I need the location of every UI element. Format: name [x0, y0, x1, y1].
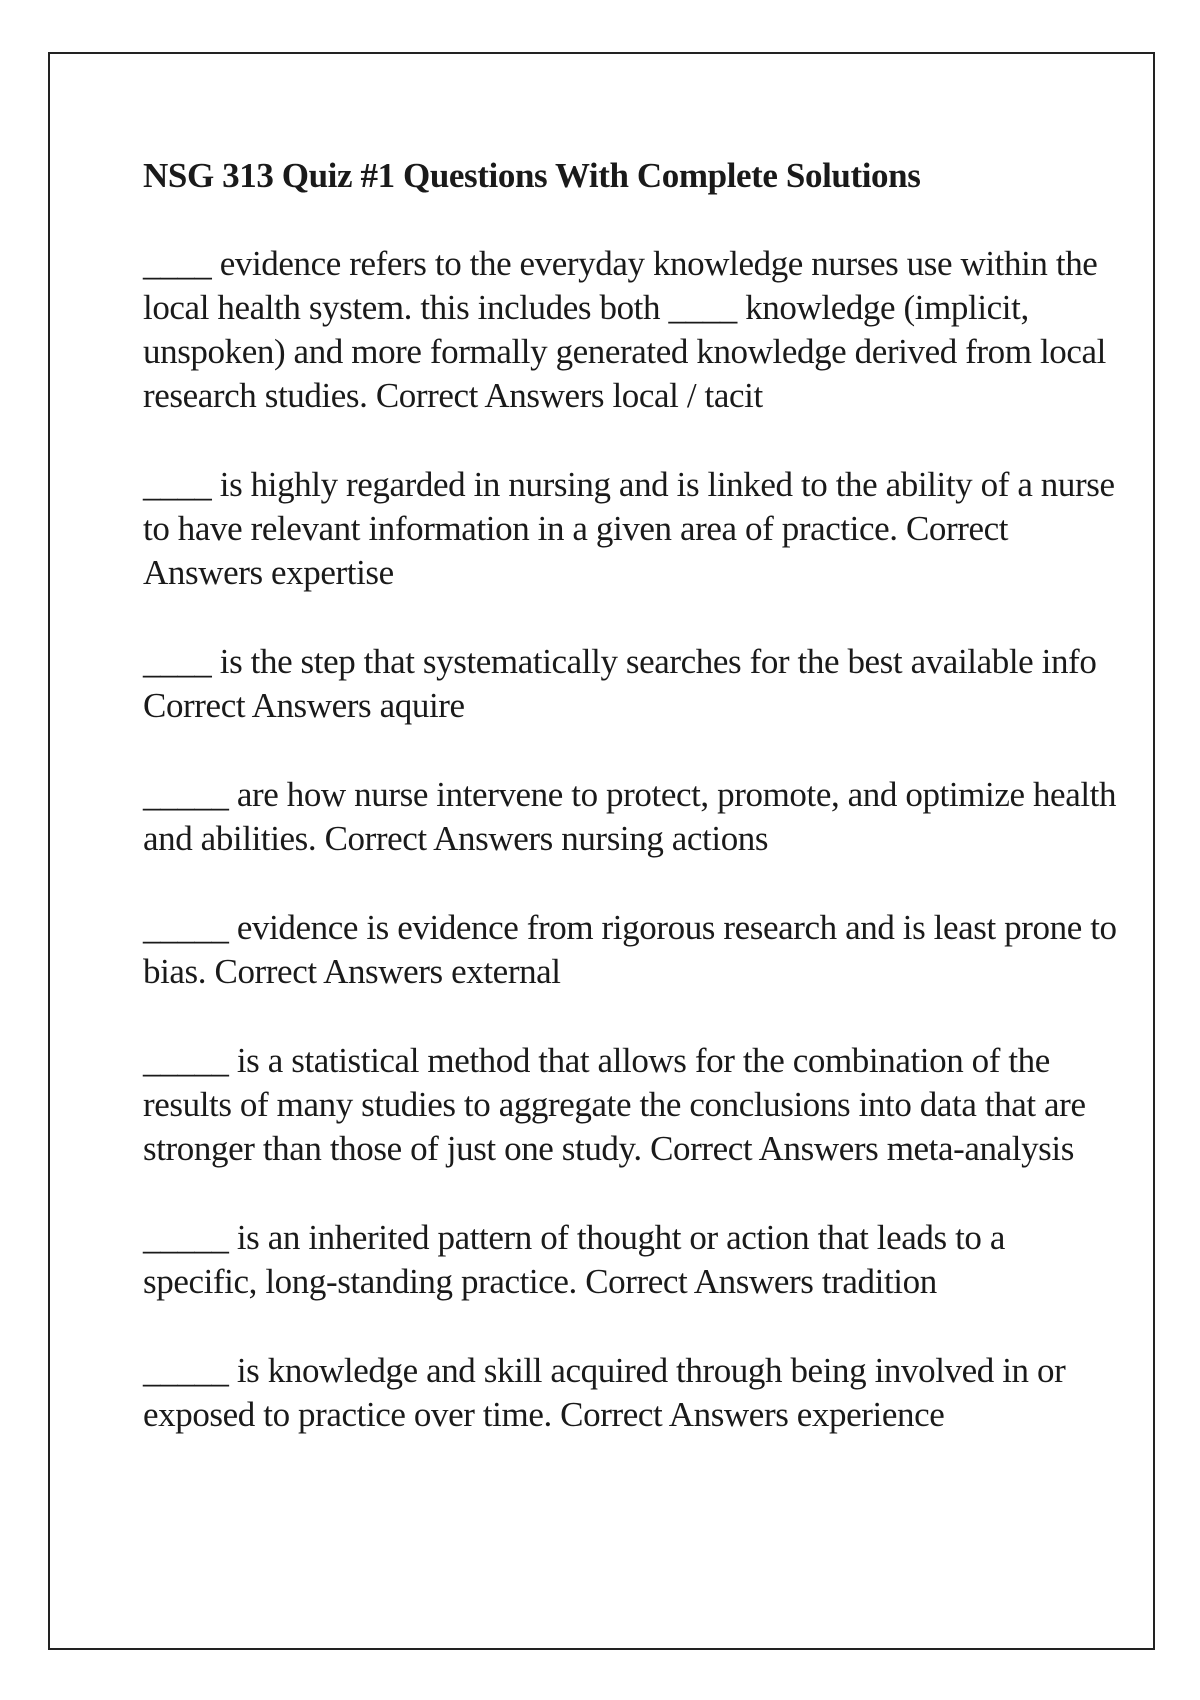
question-item [143, 242, 1123, 418]
document-title: NSG 313 Quiz #1 Questions With Complete Solutions [143, 156, 921, 195]
question-text: _____ is an inherited pattern of thought or action that leads to a specific, long-standing practice. [143, 1218, 1014, 1301]
question-text: ____ is the step that systematically searches for the best available info [143, 642, 1097, 681]
document-page [48, 52, 1155, 1650]
question-item [143, 1039, 1123, 1171]
question-text: _____ are how nurse intervene to protect, promote, and optimize health and abilities. [143, 775, 1125, 858]
answer-label: Correct Answers [375, 376, 605, 415]
answer-text: tradition [821, 1262, 937, 1301]
answer-text: nursing actions [561, 819, 769, 858]
question-text: _____ is knowledge and skill acquired through being involved in or exposed to practice over time. [143, 1351, 1074, 1434]
answer-text: aquire [379, 686, 465, 725]
question-item [143, 906, 1123, 994]
answer-label: Correct Answers [143, 509, 1015, 592]
question-item [143, 1216, 1123, 1304]
answer-text: local / tacit [612, 376, 763, 415]
answer-label: Correct Answers [585, 1262, 814, 1301]
question-text: ____ evidence refers to the everyday knowledge nurses use within the local health system. this includes both ____ knowledge (implicit, unspoken) and more formally generated knowledge derived from local research studies. [143, 244, 1115, 415]
question-list [143, 242, 1123, 1437]
answer-text: expertise [271, 553, 394, 592]
question-item [143, 463, 1123, 595]
question-text: ____ is highly regarded in nursing and is linked to the ability of a nurse to have relevant information in a given area of practice. [143, 465, 1123, 548]
answer-text: external [451, 952, 561, 991]
answer-label: Correct Answers [560, 1395, 789, 1434]
answer-text: experience [796, 1395, 945, 1434]
question-text: _____ is a statistical method that allows for the combination of the results of many studies to aggregate the conclusions into data that are stronger than those of just one study. [143, 1041, 1094, 1168]
answer-label: Correct Answers [214, 952, 443, 991]
question-text: _____ evidence is evidence from rigorous research and is least prone to bias. [143, 908, 1125, 991]
question-item [143, 1349, 1123, 1437]
answer-text: meta-analysis [886, 1129, 1074, 1168]
document-content [143, 154, 1123, 1437]
question-item [143, 640, 1123, 728]
answer-label: Correct Answers [324, 819, 553, 858]
answer-label: Correct Answers [650, 1129, 879, 1168]
answer-label: Correct Answers [143, 686, 372, 725]
question-item [143, 773, 1123, 861]
